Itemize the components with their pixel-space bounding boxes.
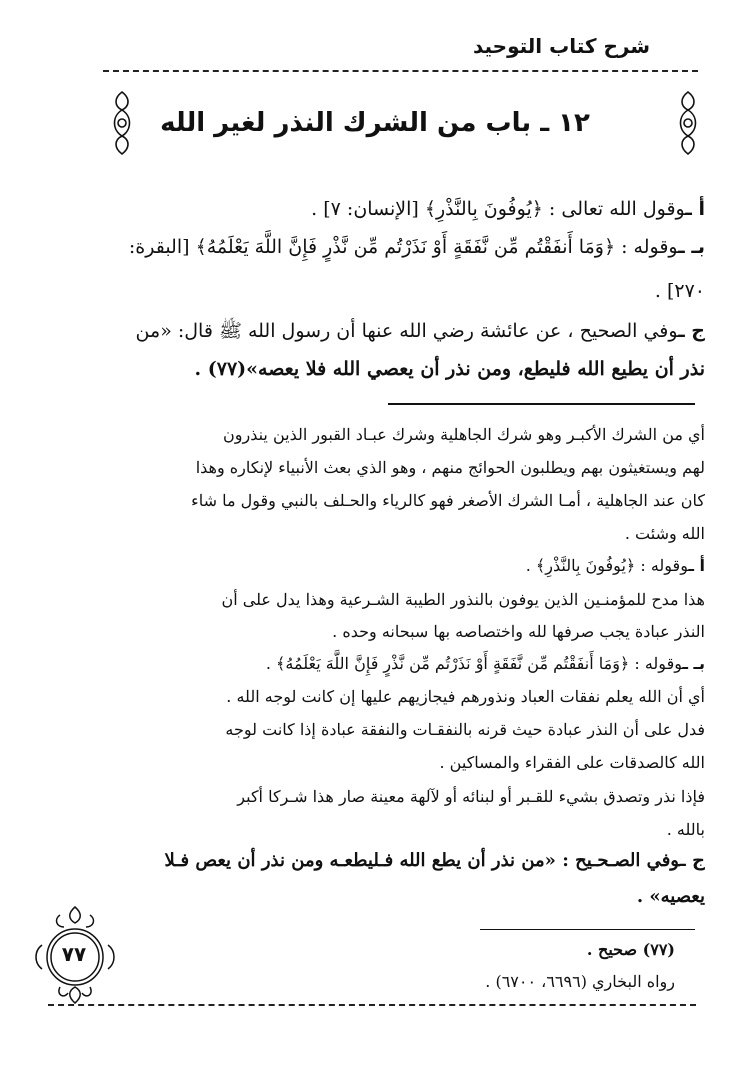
commentary-line: أي أن الله يعلم نفقات العباد ونذورهم فيجازيهم عليها إن كانت لوجه الله . <box>226 687 705 706</box>
commentary-c-body: وفي الصـحـيح : «من نذر أن يطع الله فـليطعـه ومن نذر أن يعص فـلا <box>164 850 680 871</box>
commentary-line: الله كالصدقات على الفقراء والمساكين . <box>439 753 705 772</box>
left-ornament-icon <box>108 88 136 158</box>
commentary-line: فإذا نذر وتصدق بشيء للقـبر أو لبنائه أو لآلهة معينة صار هذا شـركا أكبر <box>237 787 705 806</box>
footnote-source: رواه البخاري (٦٦٩٦، ٦٧٠٠) . <box>485 972 675 991</box>
footnote-heading: (٧٧) صحيح . <box>586 940 675 959</box>
commentary-line: كان عند الجاهلية ، أمـا الشرك الأصغر فهو كالرياء والحـلف بالنبي وقول ما شاء <box>191 491 705 510</box>
page-number: ٧٧ <box>61 942 87 966</box>
text-b-body: وقوله : ﴿وَمَا أَنفَقْتُم مِّن نَّفَقَةٍ أَوْ نَذَرْتُم مِّن نَّذْرٍ فَإِنَّ اللَّهَ يَعْلَمُهُ﴾ [البقرة: <box>128 236 679 258</box>
commentary-c <box>65 852 705 870</box>
text-a <box>65 200 705 219</box>
commentary-line: فدل على أن النذر عبادة حيث قرنه بالنفقـات والنفقة عبادة إذا كانت لوجه <box>225 720 705 739</box>
commentary-b-label: بـ ـ <box>682 654 705 673</box>
commentary-line: أي من الشرك الأكبـر وهو شرك الجاهلية وشرك عبـاد القبور الذين ينذرون <box>223 425 705 444</box>
commentary-a-body: وقوله : ﴿يُوفُونَ بِالنَّذْرِ﴾ . <box>525 556 689 575</box>
page-number-frame <box>30 905 120 1005</box>
text-b <box>65 238 705 257</box>
commentary-line: الله وشئت . <box>624 524 705 543</box>
commentary-line: النذر عبادة يجب صرفها لله واختصاصه بها سبحانه وحده . <box>332 622 705 641</box>
text-c <box>65 322 705 341</box>
chapter-title: ١٢ ـ باب من الشرك النذر لغير الله <box>160 108 590 138</box>
commentary-line: هذا مدح للمؤمنـين الذين يوفون بالنذور الطيبة الشـرعية وهذا يدل على أن <box>221 590 705 609</box>
running-header: شرح كتاب التوحيد <box>472 34 650 58</box>
commentary-b-body: وقوله : ﴿وَمَا أَنفَقْتُم مِّن نَّفَقَةٍ أَوْ نَذَرْتُم مِّن نَّذْرٍ فَإِنَّ اللَّهَ يَعْلَمُهُ﴾ . <box>265 654 683 673</box>
text-c-label: ج ـ <box>678 320 705 342</box>
text-a-body: وقول الله تعالى : ﴿يُوفُونَ بِالنَّذْرِ﴾ [الإنسان: ٧] . <box>311 198 686 220</box>
text-b-cont: ٢٧٠] . <box>654 280 705 302</box>
commentary-line: لهم ويستغيثون بهم ويطلبون الحوائج منهم ، وهو الذي بعث الأنبياء لإنكاره وهذا <box>195 458 705 477</box>
text-c-hadith: نذر أن يطيع الله فليطع، ومن نذر أن يعصي الله فلا يعصه»(٧٧) . <box>194 358 705 380</box>
footnote-separator <box>480 929 695 930</box>
footer-divider <box>48 1004 696 1006</box>
text-a-label: أ ـ <box>685 198 705 220</box>
commentary-a <box>65 556 705 575</box>
commentary-c-cont: يعصيه» . <box>636 886 705 907</box>
text-c-body: وفي الصحيح ، عن عائشة رضي الله عنها أن رسول الله ﷺ قال: «من <box>135 320 679 342</box>
commentary-b <box>65 654 705 673</box>
commentary-separator <box>388 403 695 405</box>
commentary-line: بالله . <box>666 820 705 839</box>
header-divider <box>103 70 698 72</box>
commentary-c-label: ج ـ <box>679 850 705 871</box>
text-b-label: بـ ـ <box>678 236 705 258</box>
right-ornament-icon <box>674 88 702 158</box>
commentary-a-label: أ ـ <box>688 556 705 575</box>
